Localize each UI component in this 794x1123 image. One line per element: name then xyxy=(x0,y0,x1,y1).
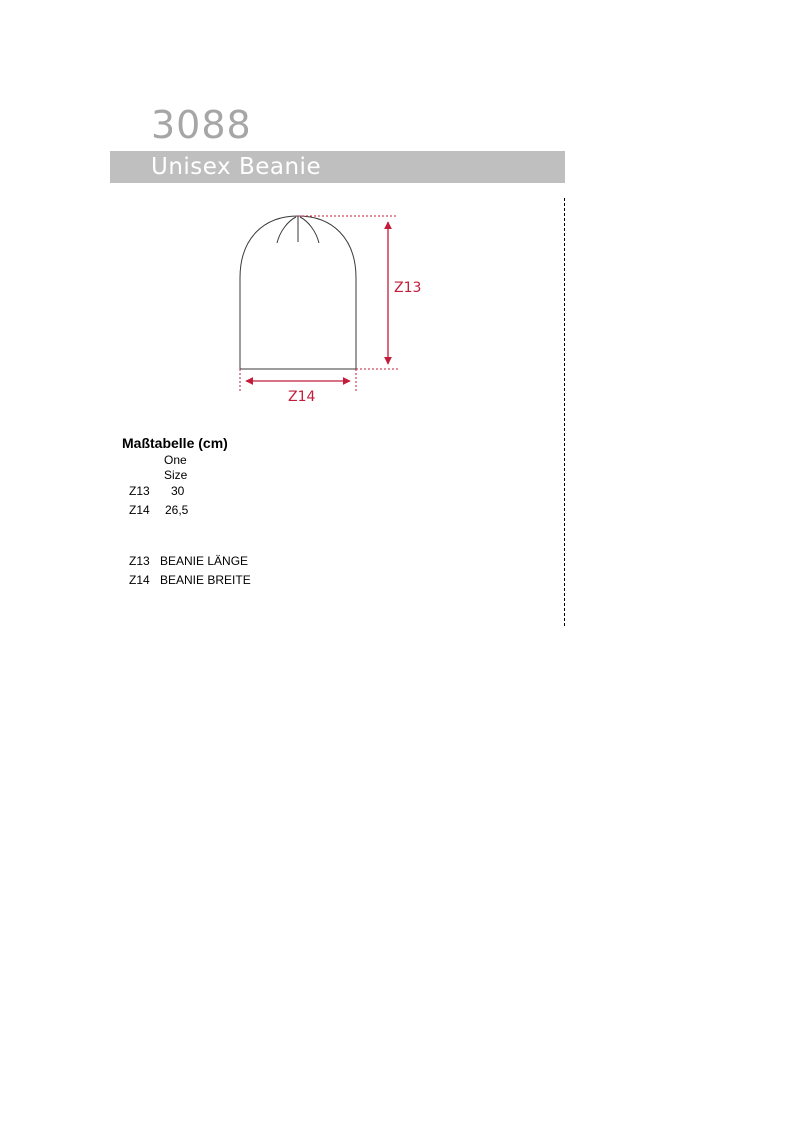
size-row-code: Z14 xyxy=(129,503,150,517)
size-row-value: 30 xyxy=(171,484,185,498)
product-number: 3088 xyxy=(151,103,252,147)
legend-description: BEANIE BREITE xyxy=(160,573,251,587)
legend-description: BEANIE LÄNGE xyxy=(160,554,249,568)
product-name: Unisex Beanie xyxy=(151,154,322,180)
size-row-code: Z13 xyxy=(129,484,150,498)
size-table-title: Maßtabelle (cm) xyxy=(122,435,228,451)
legend-code: Z14 xyxy=(129,573,150,587)
height-measure-label: Z13 xyxy=(394,280,422,296)
column-header-line-1: One xyxy=(164,453,187,467)
size-row-value: 26,5 xyxy=(165,503,189,517)
legend-code: Z13 xyxy=(129,554,150,568)
crown-seam-right xyxy=(300,217,319,243)
size-column-header xyxy=(164,453,187,482)
column-header-line-2: Size xyxy=(164,467,188,482)
width-measure-label: Z14 xyxy=(288,389,316,405)
beanie-technical-drawing xyxy=(0,0,794,420)
crown-seam-left xyxy=(277,217,296,243)
